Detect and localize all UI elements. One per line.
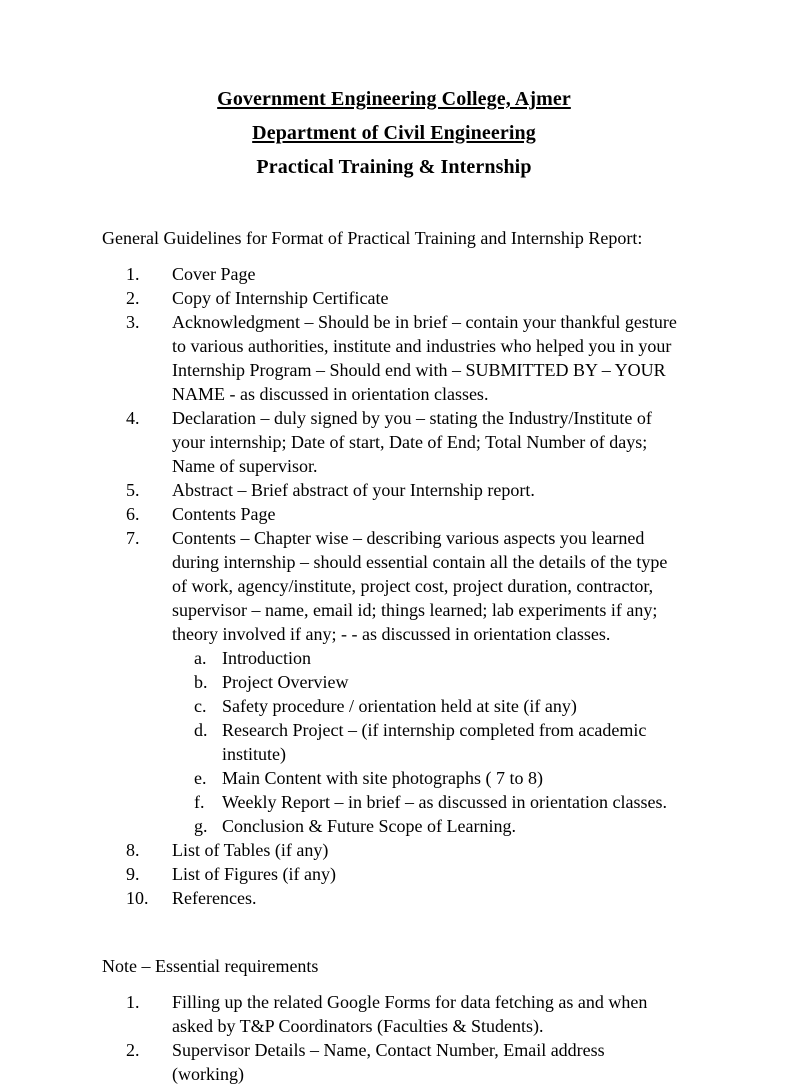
sub-list-marker: d. xyxy=(194,720,208,740)
list-item xyxy=(126,886,680,910)
sub-list-marker: a. xyxy=(194,648,207,668)
list-item xyxy=(126,262,680,286)
list-marker: 4. xyxy=(126,408,140,428)
list-marker: 7. xyxy=(126,528,140,548)
sub-list-item-text: Introduction xyxy=(222,648,311,668)
guidelines-section xyxy=(0,226,788,910)
list-item-text: Abstract – Brief abstract of your Internship report. xyxy=(172,480,535,500)
list-marker: 1. xyxy=(126,992,140,1012)
note-title: Note – Essential requirements xyxy=(102,956,319,976)
list-item xyxy=(126,406,680,478)
list-marker: 6. xyxy=(126,504,140,524)
sub-list-item-text: Main Content with site photographs ( 7 to 8) xyxy=(222,768,543,788)
guidelines-intro-line: General Guidelines for Format of Practical Training and Internship Report: xyxy=(102,228,643,248)
list-item-text: Cover Page xyxy=(172,264,256,284)
sub-list-item-text: Conclusion & Future Scope of Learning. xyxy=(222,816,516,836)
sub-list-item xyxy=(194,790,680,814)
sub-list-marker: f. xyxy=(194,792,205,812)
list-marker: 2. xyxy=(126,288,140,308)
list-marker: 2. xyxy=(126,1040,140,1060)
list-item-text: Contents – Chapter wise – describing various aspects you learned during internship – should essential contain all the details of the type of work, agency/institute, project cost, project duration, contractor, supervisor – name, email id; things learned; lab experiments if any; theory involved if any; - - as discussed in orientation classes. xyxy=(172,528,668,644)
sub-list-item-text: Research Project – (if internship completed from academic institute) xyxy=(222,720,647,764)
note-section xyxy=(0,954,788,1086)
note-list xyxy=(102,990,680,1086)
list-item xyxy=(126,502,680,526)
list-item-text: Declaration – duly signed by you – stating the Industry/Institute of your internship; Date of start, Date of End; Total Number of days; Name of supervisor. xyxy=(172,408,652,476)
sub-list-marker: c. xyxy=(194,696,207,716)
list-item-text: Acknowledgment – Should be in brief – contain your thankful gesture to various authorities, institute and industries who helped you in your Internship Program – Should end with – SUBMITTED BY – YOUR NAME - as discussed in orientation classes. xyxy=(172,312,677,404)
sub-list-marker: e. xyxy=(194,768,207,788)
list-item xyxy=(126,990,680,1038)
list-item xyxy=(126,478,680,502)
list-item-text: Filling up the related Google Forms for data fetching as and when asked by T&P Coordinators (Faculties & Students). xyxy=(172,992,648,1036)
sub-list-item-text: Safety procedure / orientation held at site (if any) xyxy=(222,696,577,716)
sub-list-item xyxy=(194,670,680,694)
sub-list-item xyxy=(194,646,680,670)
heading-college-name: Government Engineering College, Ajmer xyxy=(217,88,571,110)
sub-list-item xyxy=(194,766,680,790)
list-item-text: Contents Page xyxy=(172,504,276,524)
list-marker: 1. xyxy=(126,264,140,284)
list-marker: 3. xyxy=(126,312,140,332)
list-item xyxy=(126,310,680,406)
document-header xyxy=(0,0,788,184)
list-item-text: List of Tables (if any) xyxy=(172,840,329,860)
list-item xyxy=(126,862,680,886)
list-item-text: Copy of Internship Certificate xyxy=(172,288,389,308)
list-item-text: List of Figures (if any) xyxy=(172,864,336,884)
guidelines-list xyxy=(102,262,680,910)
sub-list-marker: b. xyxy=(194,672,208,692)
sub-list-item-text: Weekly Report – in brief – as discussed in orientation classes. xyxy=(222,792,667,812)
list-item xyxy=(126,838,680,862)
sub-list-item xyxy=(194,694,680,718)
sub-list-item xyxy=(194,718,680,766)
list-marker: 10. xyxy=(126,888,149,908)
list-marker: 8. xyxy=(126,840,140,860)
list-item-text: Supervisor Details – Name, Contact Number, Email address (working) xyxy=(172,1040,605,1084)
heading-department-name: Department of Civil Engineering xyxy=(252,122,536,144)
sub-list-item xyxy=(194,814,680,838)
heading-subject: Practical Training & Internship xyxy=(256,156,532,178)
list-marker: 9. xyxy=(126,864,140,884)
list-item xyxy=(126,526,680,838)
sub-list-item-text: Project Overview xyxy=(222,672,349,692)
list-marker: 5. xyxy=(126,480,140,500)
contents-sub-list xyxy=(172,646,680,838)
sub-list-marker: g. xyxy=(194,816,208,836)
list-item xyxy=(126,286,680,310)
list-item-text: References. xyxy=(172,888,257,908)
list-item xyxy=(126,1038,680,1086)
